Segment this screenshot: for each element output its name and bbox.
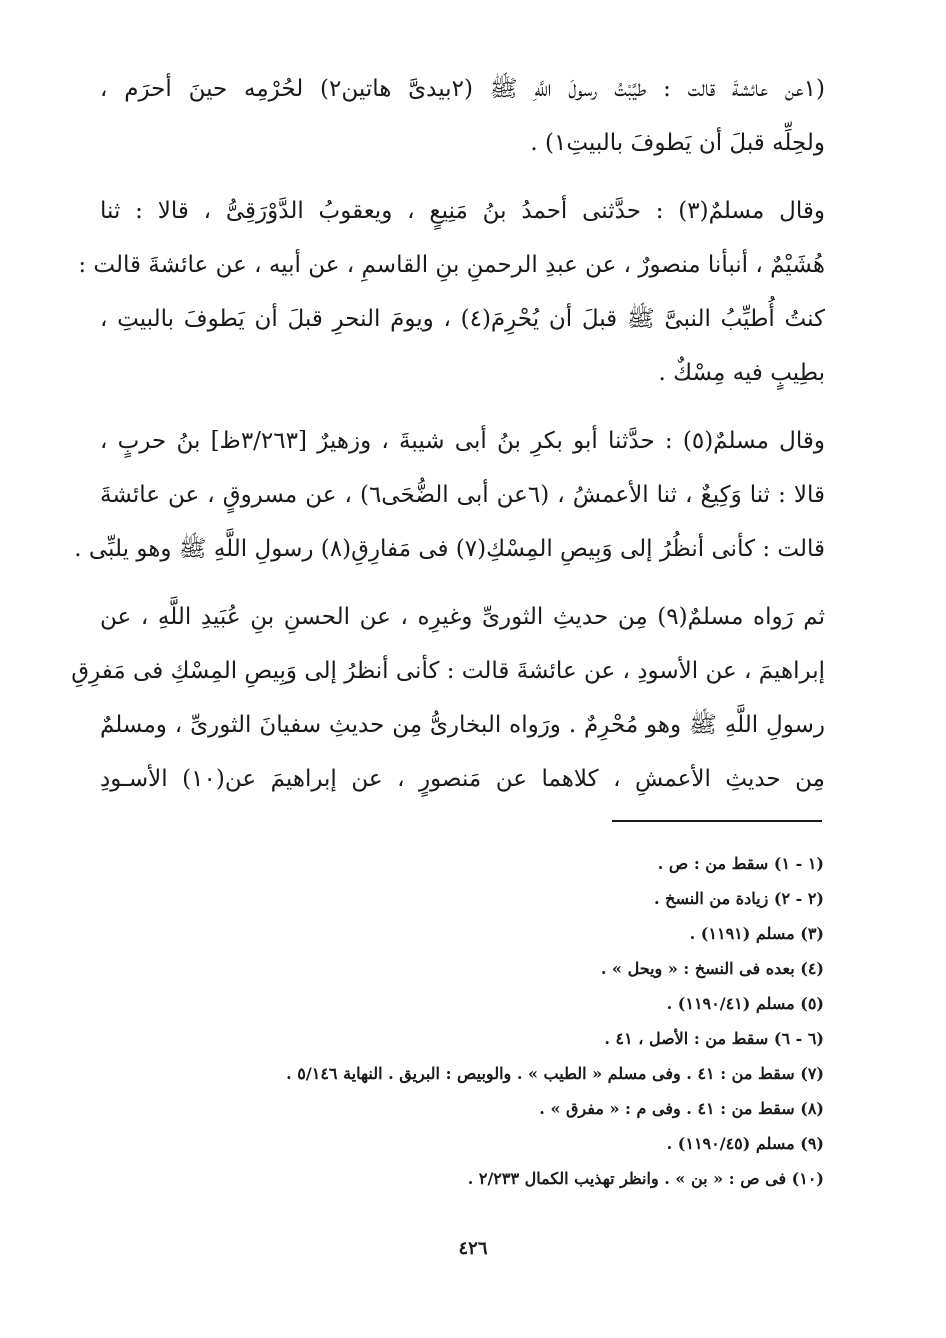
main-text [71,62,826,806]
text-line: وقال مسلمٌ(٥) : حدَّثنا أبو بكرِ بنُ أبى شيبةَ ، وزهيرٌ [٣/٢٦٣ظ] بنُ حربٍ ، [100,428,825,454]
text-line: قالا : ثنا وَكِيعٌ ، ثنا الأعمشُ ، (٦عن أبى الضُّحَى٦) ، عن مسروقٍ ، عن عائشةَ [100,482,825,508]
footnotes [200,846,824,1196]
footnote: (٣) مسلم (١١٩١) . [689,924,824,943]
paragraph-2 [78,184,825,400]
text-line: (١عن عائشةَ قالت : طيَّبْتُ رسولَ اللَّهِ ﷺ (٢بيدىَّ هاتين٢) لحُرْمِه حينَ أحرَم ، [100,76,825,102]
footnote-separator [612,820,822,822]
footnote: (٦ - ٦) سقط من : الأصل ، ٤١ . [604,1029,824,1048]
footnote: (٩) مسلم (١١٩٠/٤٥) . [666,1134,824,1153]
text-line: وقال مسلمٌ(٣) : حدَّثنى أحمدُ بنُ مَنِيعٍ ، ويعقوبُ الدَّوْرَقِىُّ ، قالا : ثنا [100,198,825,224]
footnote: (١٠) فى ص : « بن » . وانظر تهذيب الكمال ٢/٢٣٣ . [467,1169,824,1188]
paragraph-1 [100,62,825,170]
paragraph-3 [74,414,825,576]
footnote: (٥) مسلم (١١٩٠/٤١) . [666,994,824,1013]
text-line: ولحِلِّه قبلَ أن يَطوفَ بالبيتِ١) . [530,130,825,156]
text-line: إبراهيمَ ، عن الأسودِ ، عن عائشةَ قالت : كأنى أنظرُ إلى وَبِيصِ المِسْكِ فى مَفرِقِ [71,658,825,684]
text-line: ثم رَواه مسلمٌ(٩) مِن حديثِ الثورىِّ وغيرِه ، عن الحسنِ بنِ عُبَيدِ اللَّهِ ، عن [100,604,826,630]
text-line: مِن حديثِ الأعمشِ ، كلاهما عن مَنصورٍ ، عن إبراهيمَ عن(١٠) الأسـودِ [100,766,825,792]
text-line: قالت : كأنى أنظُرُ إلى وَبِيصِ المِسْكِ(٧) فى مَفارِقِ(٨) رسولِ اللَّهِ ﷺ وهو يلبِّى . [74,536,825,562]
footnote: (١ - ١) سقط من : ص . [657,854,824,873]
paragraph-4 [71,590,826,806]
footnote: (٨) سقط من : ٤١ . وفى م : « مفرق » . [539,1099,824,1118]
text-line: بطِيبٍ فيه مِسْكٌ . [658,360,825,386]
text-line: هُشَيْمٌ ، أنبأنا منصورٌ ، عن عبدِ الرحمنِ بنِ القاسمِ ، عن أبيه ، عن عائشةَ قالت : [78,252,825,278]
footnote: (٧) سقط من : ٤١ . وفى مسلم « الطيب » . والوبيص : البريق . النهاية ٥/١٤٦ . [286,1064,824,1083]
text-line: رسولِ اللَّهِ ﷺ وهو مُحْرِمٌ . ورَواه البخارىُّ مِن حديثِ سفيانَ الثورىِّ ، ومسلمٌ [100,712,825,738]
footnote: (٤) بعده فى النسخ : « ويحل » . [600,959,824,978]
page-number: ٤٢٦ [458,1238,488,1259]
footnote: (٢ - ٢) زيادة من النسخ . [653,889,824,908]
text-line: كنتُ أُطيِّبُ النبىَّ ﷺ قبلَ أن يُحْرِمَ(٤) ، ويومَ النحرِ قبلَ أن يَطوفَ بالبيتِ ، [100,306,825,332]
